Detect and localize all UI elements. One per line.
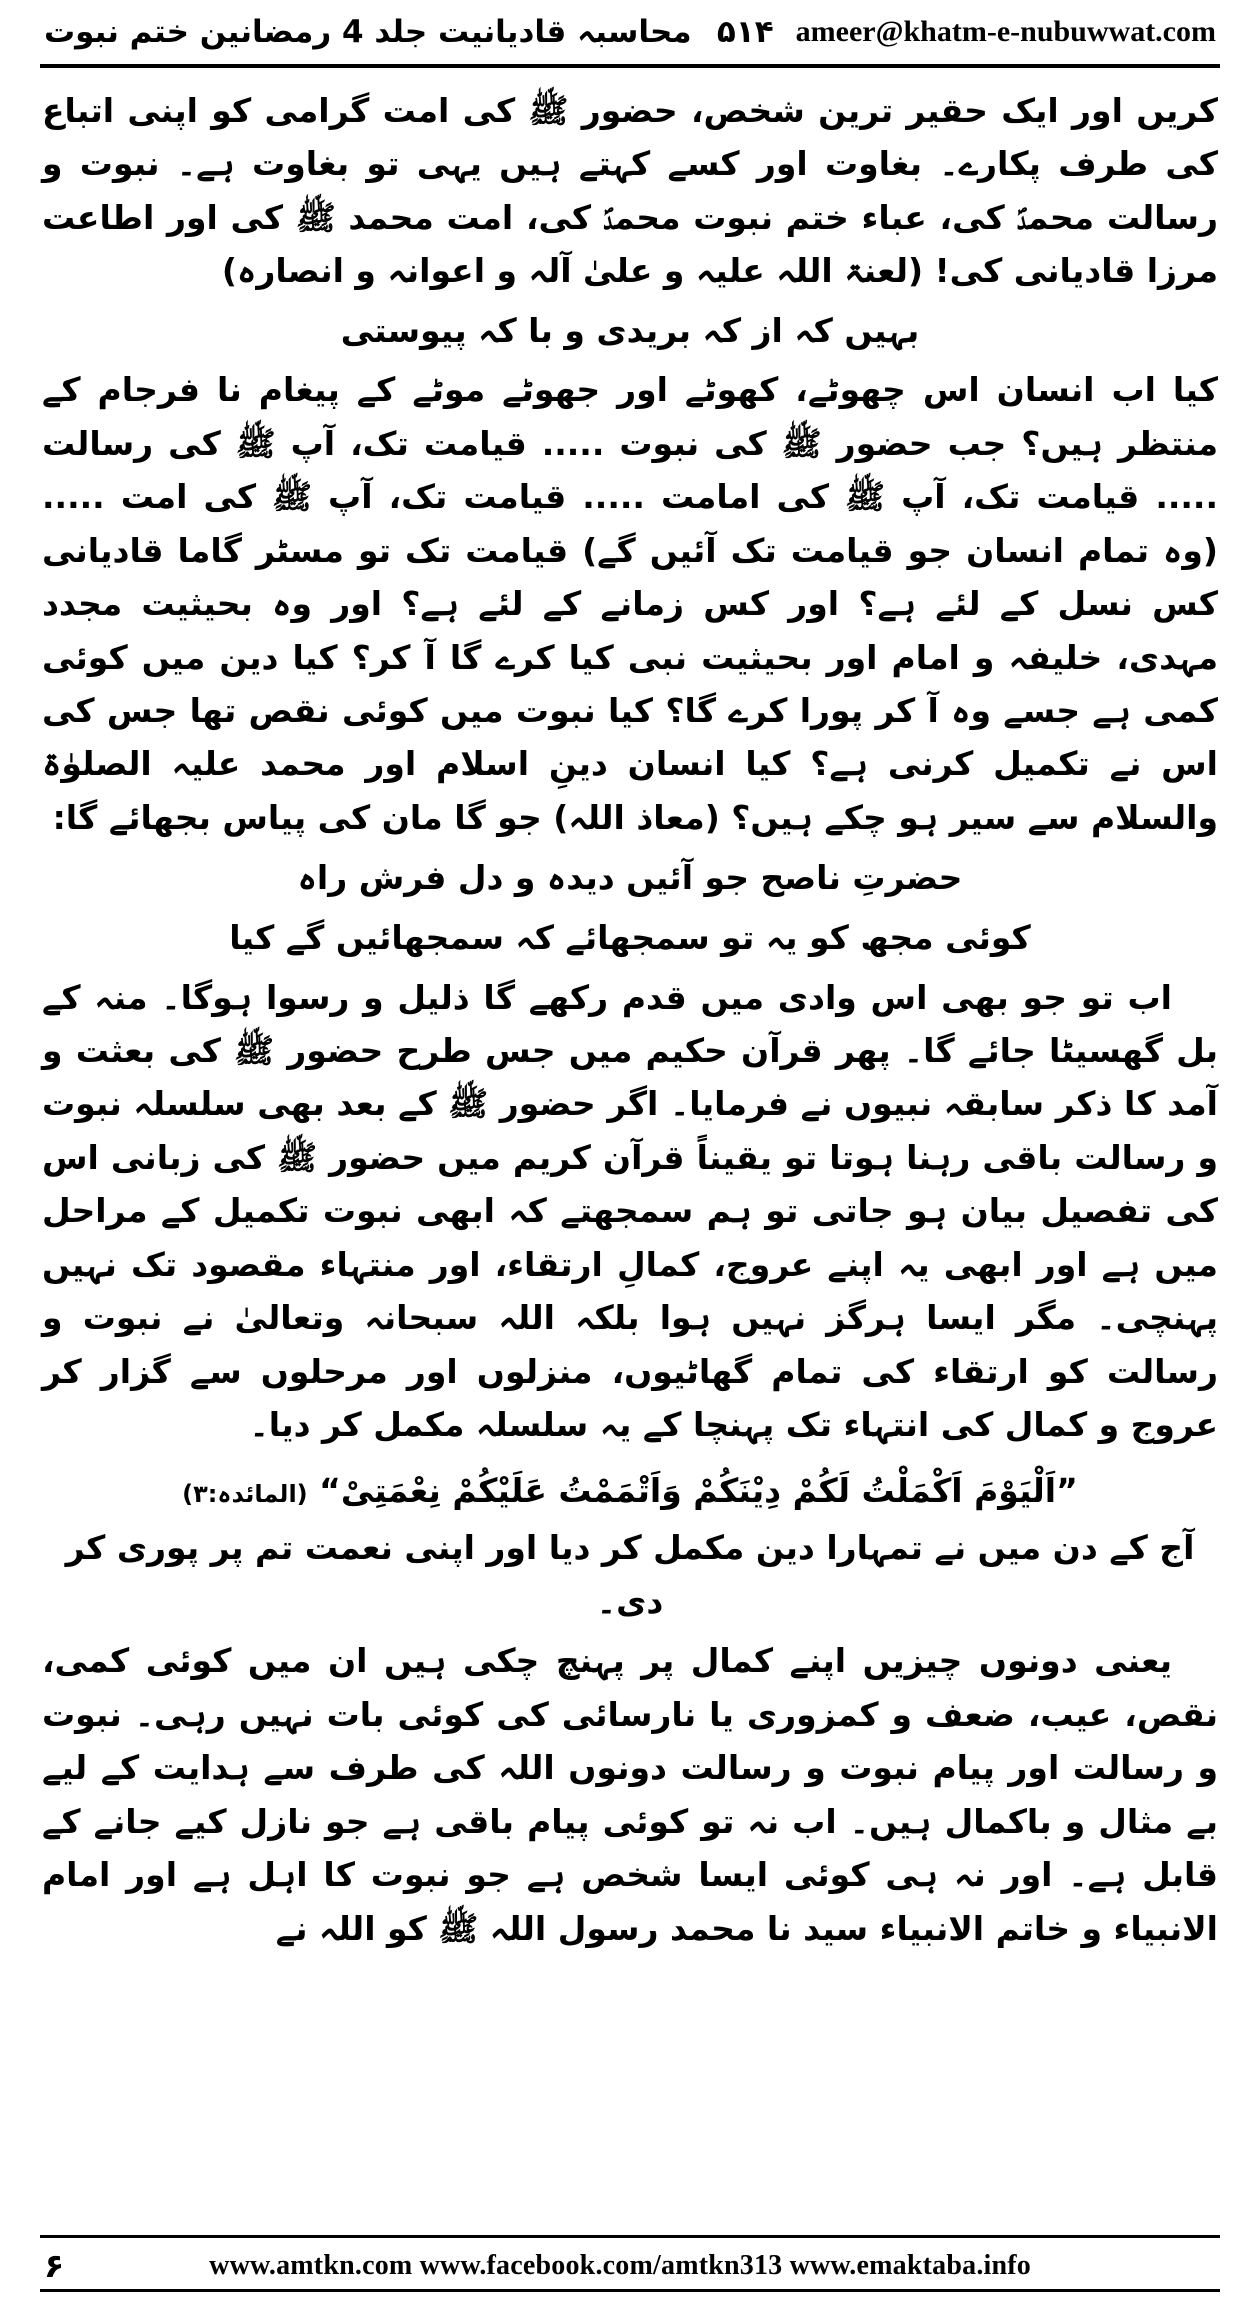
persian-verse: بہیں کہ از کہ بریدی و با کہ پیوستی bbox=[340, 310, 920, 350]
paragraph: کریں اور ایک حقیر ترین شخص، حضور ﷺ کی امت گرامی کو اپنی اتباع کی طرف پکارے۔ بغاوت اور کسے کہتے ہیں یہی تو بغاوت ہے۔ نبوت و رسالت محمدؐ کی، عباء ختم نبوت محمدؐ کی، امت محمد ﷺ کی اور اطاعت مرزا قادیانی کی! (لعنۃ اللہ علیہ و علیٰ آلہ و اعوانہ و انصارہ) bbox=[42, 91, 1218, 291]
page-body bbox=[34, 68, 1226, 1955]
quran-verse-text: ”اَلْیَوْمَ اَکْمَلْتُ لَکُمْ دِیْنَکُمْ وَاَتْمَمْتُ عَلَیْکُمْ نِعْمَتِیْ“ bbox=[319, 1470, 1078, 1510]
page-header bbox=[34, 0, 1226, 60]
paragraph: اب تو جو بھی اس وادی میں قدم رکھے گا ذلیل و رسوا ہوگا۔ منہ کے بل گھسیٹا جائے گا۔ پھر قرآن حکیم میں جس طرح حضور ﷺ کی بعثت و آمد کا ذکر سابقہ نبیوں نے فرمایا۔ اگر حضور ﷺ کے بعد بھی سلسلہ نبوت و رسالت باقی رہنا ہوتا تو یقیناً قرآن کریم میں حضور ﷺ کی زبانی اس کی تفصیل بیان ہو جاتی تو ہم سمجھتے کہ ابھی نبوت تکمیل کے مراحل میں ہے اور ابھی یہ اپنے عروج، کمالِ ارتقاء، اور منتہاء مقصود تک نہیں پہنچی۔ مگر ایسا ہرگز نہیں ہوا بلکہ اللہ سبحانہ وتعالیٰ نے نبوت و رسالت کو ارتقاء کی تمام گھاٹیوں، منزلوں اور مرحلوں سے گزار کر عروج و کمال کی انتہاء تک پہنچا کے یہ سلسلہ مکمل کر دیا۔ bbox=[42, 977, 1218, 1445]
footer-links[interactable]: www.amtkn.com www.facebook.com/amtkn313 www.emaktaba.info bbox=[209, 2249, 1031, 2281]
paragraph: کیا اب انسان اس چھوٹے، کھوٹے اور جھوٹے موٹے کے پیغام نا فرجام کے منتظر ہیں؟ جب حضور ﷺ کی نبوت ..... قیامت تک، آپ ﷺ کی رسالت ..... قیامت تک، آپ ﷺ کی امامت ..... قیامت تک، آپ ﷺ کی امت ..... (وہ تمام انسان جو قیامت تک آئیں گے) قیامت تک تو مسٹر گاما قادیانی کس نسل کے لئے ہے؟ اور کس زمانے کے لئے ہے؟ اور وہ بحیثیت مجدد مہدی، خلیفہ و امام اور بحیثیت نبی کیا کرے گا آ کر؟ کیا دین میں کوئی کمی ہے جسے وہ آ کر پورا کرے گا؟ کیا نبوت میں کوئی نقص تھا جس کی اس نے تکمیل کرنی ہے؟ کیا انسان دینِ اسلام اور محمد علیہ الصلوٰۃ والسلام سے سیر ہو چکے ہیں؟ (معاذ اللہ) جو گا مان کی پیاس بجھائے گا: bbox=[42, 370, 1218, 837]
footer-page-number: ۶ bbox=[44, 2246, 65, 2285]
contact-email: ameer@khatm-e-nubuwwat.com bbox=[795, 15, 1216, 48]
header-left-group bbox=[717, 14, 1216, 50]
paragraph: یعنی دونوں چیزیں اپنے کمال پر پہنچ چکی ہیں ان میں کوئی کمی، نقص، عیب، ضعف و کمزوری یا نارسائی کی کوئی بات نہیں رہی۔ نبوت و رسالت اور پیام نبوت و رسالت دونوں اللہ کی طرف سے ہدایت کے لیے بے مثال و باکمال ہیں۔ اب نہ تو کوئی پیام باقی ہے جو نازل کیے جانے کے قابل ہے۔ اور نہ ہی کوئی ایسا شخص ہے جو نبوت کا اہل ہے اور امام الانبیاء و خاتم الانبیاء سید نا محمد رسول اللہ ﷺ کو اللہ نے bbox=[42, 1641, 1218, 1948]
footer-content bbox=[34, 2238, 1226, 2285]
quran-reference: (المائدہ:۳) bbox=[182, 1479, 308, 1508]
footer-divider-bottom bbox=[40, 2289, 1220, 2292]
page-footer bbox=[34, 2231, 1226, 2292]
verse-translation: آج کے دن میں نے تمہارا دین مکمل کر دیا اور اپنی نعمت تم پر پوری کر دی۔ bbox=[65, 1528, 1195, 1621]
header-page-number: ۵۱۴ bbox=[716, 14, 774, 50]
quran-verse bbox=[42, 1462, 1218, 1520]
book-title: محاسبہ قادیانیت جلد 4 رمضانین ختم نبوت bbox=[44, 14, 692, 50]
couplet-line-2: کوئی مجھ کو یہ تو سمجھائے کہ سمجھائیں گے کیا bbox=[229, 918, 1031, 958]
couplet-line-1: حضرتِ ناصح جو آئیں دیدہ و دل فرش راہ bbox=[297, 858, 963, 898]
